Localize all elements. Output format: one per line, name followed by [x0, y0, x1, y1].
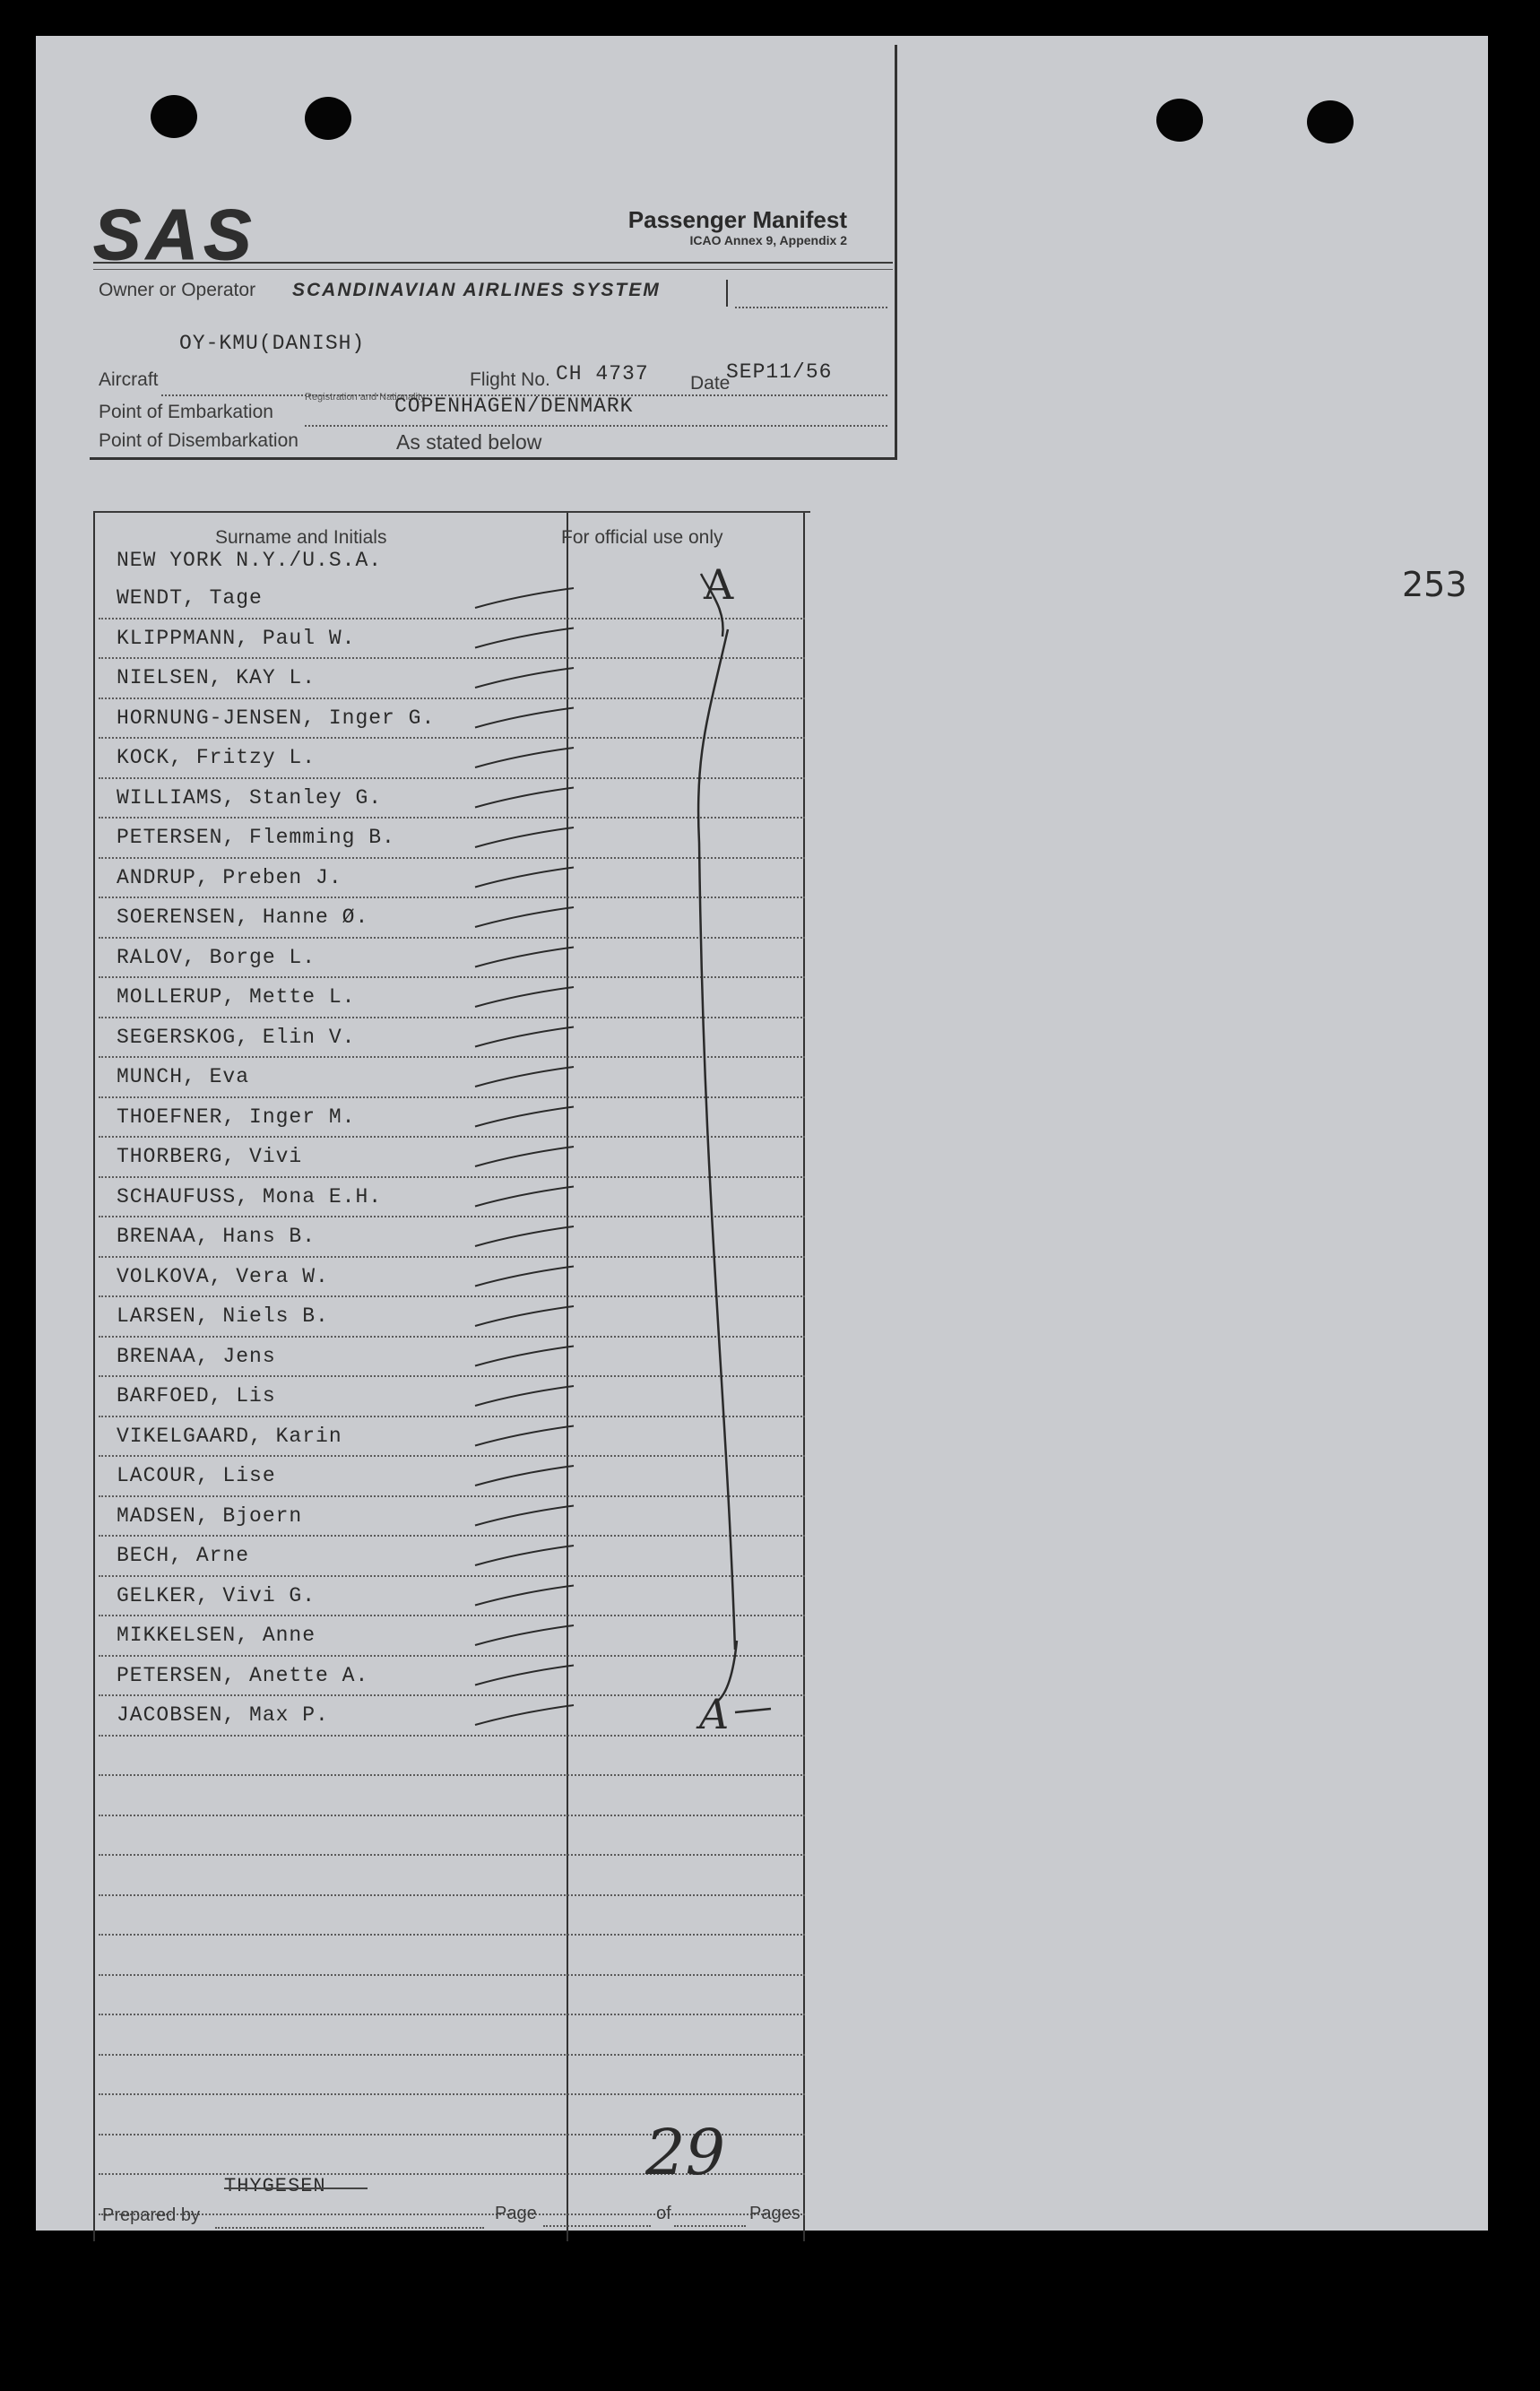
- manifest-sheet: [36, 36, 1488, 2231]
- passenger-name: THOEFNER, Inger M.: [117, 1105, 356, 1129]
- check-mark: [475, 1705, 574, 1725]
- check-mark: [475, 1306, 574, 1326]
- aircraft-value: OY-KMU(DANISH): [179, 332, 366, 355]
- passenger-name: BECH, Arne: [117, 1544, 250, 1567]
- manifest-subtitle: ICAO Annex 9, Appendix 2: [689, 233, 847, 247]
- check-mark: [475, 1027, 574, 1047]
- page-number: 253: [1402, 565, 1467, 604]
- check-mark: [475, 708, 574, 728]
- embarkation-label: Point of Embarkation: [99, 402, 273, 422]
- passenger-name: VIKELGAARD, Karin: [117, 1424, 342, 1448]
- owner-label: Owner or Operator: [99, 280, 256, 300]
- check-mark: [475, 1426, 574, 1446]
- check-mark: [475, 1506, 574, 1526]
- passenger-name: MADSEN, Bjoern: [117, 1503, 303, 1528]
- check-mark: [475, 1466, 574, 1486]
- passenger-name: JACOBSEN, Max P.: [117, 1703, 329, 1727]
- check-mark: [475, 1147, 574, 1166]
- check-mark: [475, 868, 574, 888]
- page-label: Page: [495, 2204, 537, 2223]
- passenger-name: SCHAUFUSS, Mona E.H.: [117, 1184, 383, 1208]
- check-mark: [475, 1625, 574, 1645]
- disembarkation-value: As stated below: [396, 430, 542, 454]
- prepared-by-label: Prepared by: [102, 2205, 200, 2225]
- passenger-name: KOCK, Fritzy L.: [117, 746, 316, 769]
- check-mark: [475, 948, 574, 967]
- passenger-name: SEGERSKOG, Elin V.: [117, 1025, 356, 1049]
- passenger-name: GELKER, Vivi G.: [117, 1583, 316, 1607]
- pages-label: Pages: [749, 2204, 800, 2223]
- passenger-name: PETERSEN, Flemming B.: [117, 826, 395, 849]
- official-use-column-header: For official use only: [561, 527, 723, 548]
- surname-column-header: Surname and Initials: [215, 527, 387, 548]
- date-label: Date: [690, 373, 731, 394]
- flight-value: CH 4737: [556, 362, 649, 386]
- passenger-name: ANDRUP, Preben J.: [117, 865, 342, 889]
- passenger-name: LARSEN, Niels B.: [117, 1304, 329, 1328]
- check-mark: [475, 588, 574, 608]
- passenger-name: BRENAA, Hans B.: [117, 1225, 316, 1248]
- flight-label: Flight No.: [470, 369, 550, 390]
- check-mark: [475, 827, 574, 847]
- passenger-name: MOLLERUP, Mette L.: [117, 985, 356, 1009]
- tick-marks: [36, 36, 1488, 2231]
- passenger-name: THORBERG, Vivi: [117, 1145, 303, 1168]
- passenger-name: WILLIAMS, Stanley G.: [117, 785, 383, 810]
- check-mark: [475, 1666, 574, 1685]
- check-mark: [475, 1267, 574, 1286]
- check-mark: [475, 1347, 574, 1366]
- check-mark: [475, 668, 574, 688]
- passenger-name: LACOUR, Lise: [117, 1464, 276, 1487]
- check-mark: [475, 1586, 574, 1606]
- check-mark: [475, 628, 574, 648]
- manifest-title: Passenger Manifest: [627, 206, 847, 233]
- destination: NEW YORK N.Y./U.S.A.: [117, 549, 383, 572]
- aircraft-sublabel: Registration and Nationality: [305, 392, 426, 403]
- passenger-name: MIKKELSEN, Anne: [117, 1624, 316, 1647]
- embarkation-value: COPENHAGEN/DENMARK: [394, 394, 634, 418]
- check-mark: [475, 1546, 574, 1565]
- of-label: of: [656, 2204, 671, 2223]
- passenger-name: SOERENSEN, Hanne Ø.: [117, 905, 369, 929]
- disembarkation-label: Point of Disembarkation: [99, 430, 298, 451]
- passenger-name: PETERSEN, Anette A.: [117, 1663, 369, 1687]
- passenger-name: KLIPPMANN, Paul W.: [117, 626, 356, 650]
- check-mark: [475, 748, 574, 767]
- check-mark: [475, 1187, 574, 1207]
- official-mark-top: A: [704, 560, 734, 609]
- passenger-name: WENDT, Tage: [117, 586, 263, 610]
- check-mark: [475, 987, 574, 1007]
- passenger-name: BRENAA, Jens: [117, 1344, 276, 1368]
- aircraft-label: Aircraft: [99, 369, 159, 390]
- passenger-name: NIELSEN, KAY L.: [117, 666, 316, 689]
- passenger-name: RALOV, Borge L.: [117, 945, 316, 969]
- passenger-name: BARFOED, Lis: [117, 1384, 276, 1408]
- check-mark: [475, 1226, 574, 1246]
- check-mark: [475, 1386, 574, 1406]
- check-mark: [475, 1107, 574, 1127]
- date-value: SEP11/56: [726, 360, 833, 384]
- passenger-name: VOLKOVA, Vera W.: [117, 1264, 329, 1288]
- passenger-name: HORNUNG-JENSEN, Inger G.: [117, 706, 436, 730]
- owner-value: SCANDINAVIAN AIRLINES SYSTEM: [292, 280, 661, 300]
- check-mark: [475, 1067, 574, 1087]
- sas-logo: SAS: [93, 195, 257, 274]
- handwritten-page-count: 29: [645, 2116, 726, 2189]
- check-mark: [475, 907, 574, 927]
- check-mark: [475, 788, 574, 808]
- passenger-name: MUNCH, Eva: [117, 1065, 250, 1088]
- prepared-by-value: THYGESEN: [224, 2175, 326, 2197]
- official-mark-bottom: A: [699, 1690, 730, 1738]
